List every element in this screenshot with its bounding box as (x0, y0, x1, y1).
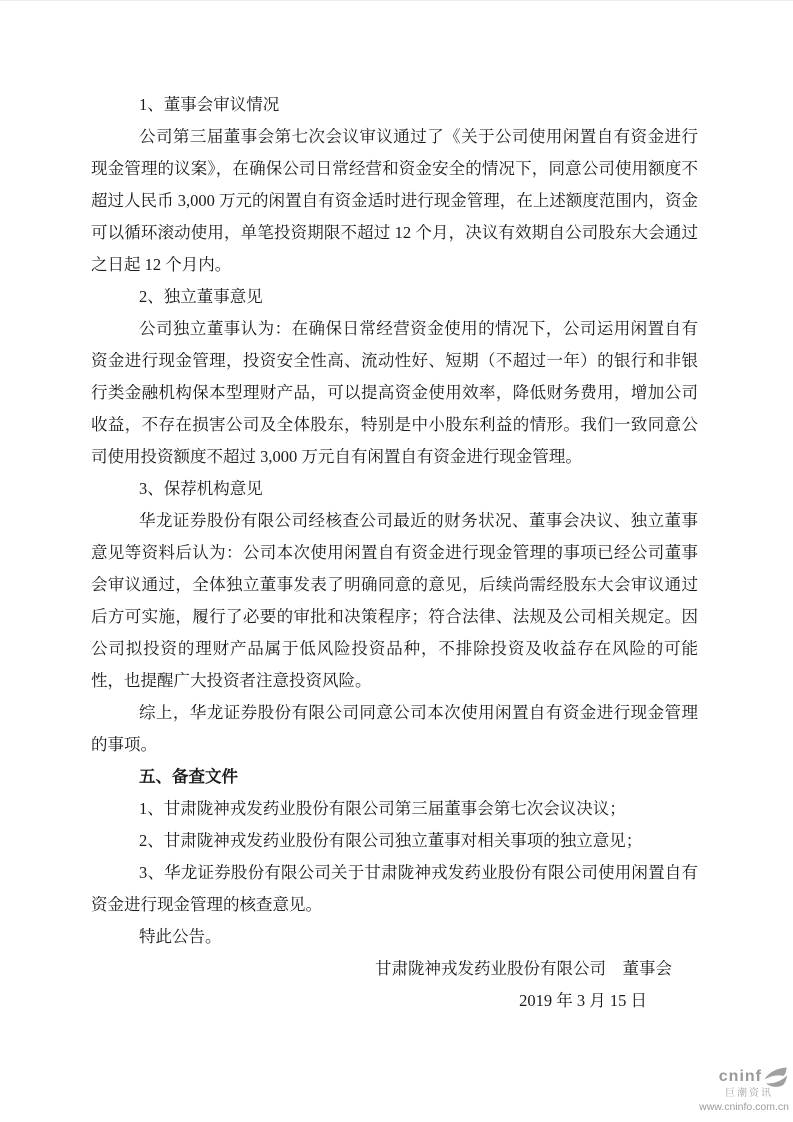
reference-item-1: 1、甘肃陇神戎发药业股份有限公司第三届董事会第七次会议决议； (139, 799, 626, 818)
heading-board-review: 1、董事会审议情况 (139, 95, 280, 114)
cninfo-brand-text: cninf (718, 1068, 762, 1085)
heading-independent-directors: 2、独立董事意见 (139, 287, 263, 306)
signature-date: 2019 年 3 月 15 日 (519, 991, 647, 1010)
document-content (91, 89, 698, 1017)
reference-item-2: 2、甘肃陇神戎发药业股份有限公司独立董事对相关事项的独立意见； (139, 831, 643, 850)
announcement-closing: 特此公告。 (139, 927, 222, 946)
paragraph-independent-opinion: 公司独立董事认为：在确保日常经营资金使用的情况下，公司运用闲置自有资金进行现金管理，投资安全性高、流动性好、短期（不超过一年）的银行和非银行类金融机构保本型理财产品，可以提高资金使用效率，降低财务费用，增加公司收益，不存在损害公司及全体股东，特别是中小股东利益的情形。我们一致同意公司使用投资额度不超过 3,000 万元自有闲置自有资金进行现金管理。 (91, 319, 698, 466)
cninfo-website: www.cninfo.com.cn (699, 1100, 789, 1113)
heading-sponsor-opinion: 3、保荐机构意见 (139, 479, 263, 498)
paragraph-board-review: 公司第三届董事会第七次会议审议通过了《关于公司使用闲置自有资金进行现金管理的议案》，在确保公司日常经营和资金安全的情况下，同意公司使用额度不超过人民币 3,000 万元的闲置自有资金适时进行现金管理，在上述额度范围内，资金可以循环滚动使用，单笔投资期限不超过 12 个月，决议有效期自公司股东大会通过之日起 12 个月内。 (91, 127, 698, 274)
signature-company: 甘肃陇神戎发药业股份有限公司 董事会 (375, 959, 672, 978)
heading-reference-documents: 五、备查文件 (139, 767, 238, 786)
paragraph-sponsor-opinion: 华龙证券股份有限公司经核查公司最近的财务状况、董事会决议、独立董事意见等资料后认为：公司本次使用闲置自有资金进行现金管理的事项已经公司董事会审议通过，全体独立董事发表了明确同意的意见，后续尚需经股东大会审议通过后方可实施，履行了必要的审批和决策程序；符合法律、法规及公司相关规定。因公司拟投资的理财产品属于低风险投资品种，不排除投资及收益存在风险的可能性，也提醒广大投资者注意投资风险。 (91, 511, 698, 690)
cninfo-brand-chinese: 巨潮资讯 (725, 1087, 773, 1099)
cninfo-watermark (699, 1067, 790, 1113)
cninfo-logo-icon (763, 1067, 788, 1088)
cninfo-brand-row (699, 1067, 790, 1088)
paragraph-sponsor-conclusion: 综上，华龙证券股份有限公司同意公司本次使用闲置自有资金进行现金管理的事项。 (91, 703, 698, 754)
reference-item-3: 3、华龙证券股份有限公司关于甘肃陇神戎发药业股份有限公司使用闲置自有资金进行现金管理的核查意见。 (91, 863, 698, 914)
